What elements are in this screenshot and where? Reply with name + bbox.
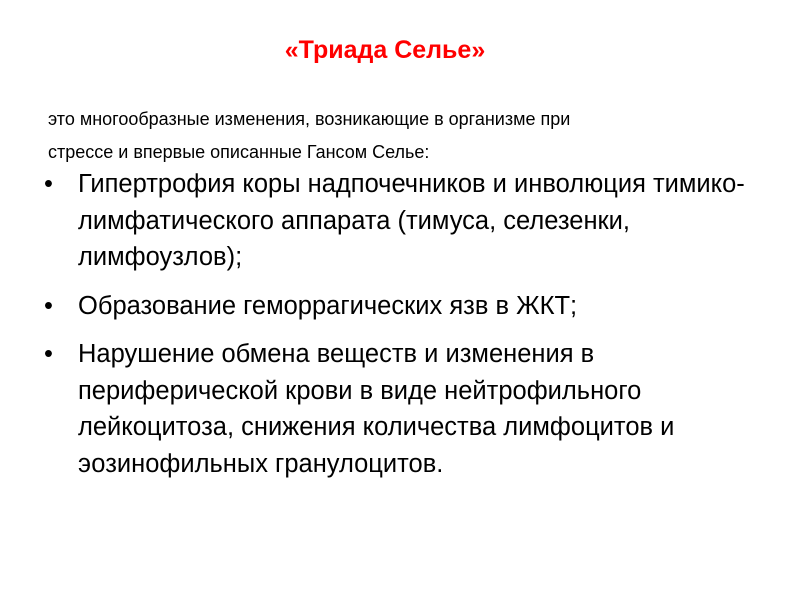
bullet-text: Образование геморрагических язв в ЖКТ; xyxy=(78,291,578,320)
intro-line-2: стрессе и впервые описанные Гансом Селье: xyxy=(48,142,430,162)
bullet-item-adrenal xyxy=(44,166,764,276)
bullet-item-ulcers xyxy=(44,288,764,325)
intro-text xyxy=(48,103,748,169)
bullet-item-metabolism xyxy=(44,336,764,482)
slide-title: «Триада Селье» xyxy=(284,36,486,64)
bullet-icon: • xyxy=(44,291,53,320)
bullet-text: Гипертрофия коры надпочечников и инволюция тимико-лимфатического аппарата (тимуса, селезенки, лимфоузлов); xyxy=(78,170,745,271)
bullet-list xyxy=(44,166,764,494)
bullet-icon: • xyxy=(44,170,53,198)
bullet-text: Нарушение обмена веществ и изменения в периферической крови в виде нейтрофильного лейкоцитоза, снижения количества лимфоцитов и эозинофильных гранулоцитов. xyxy=(78,340,675,478)
intro-line-1: это многообразные изменения, возникающие в организме при xyxy=(48,109,571,129)
bullet-icon: • xyxy=(44,340,53,368)
